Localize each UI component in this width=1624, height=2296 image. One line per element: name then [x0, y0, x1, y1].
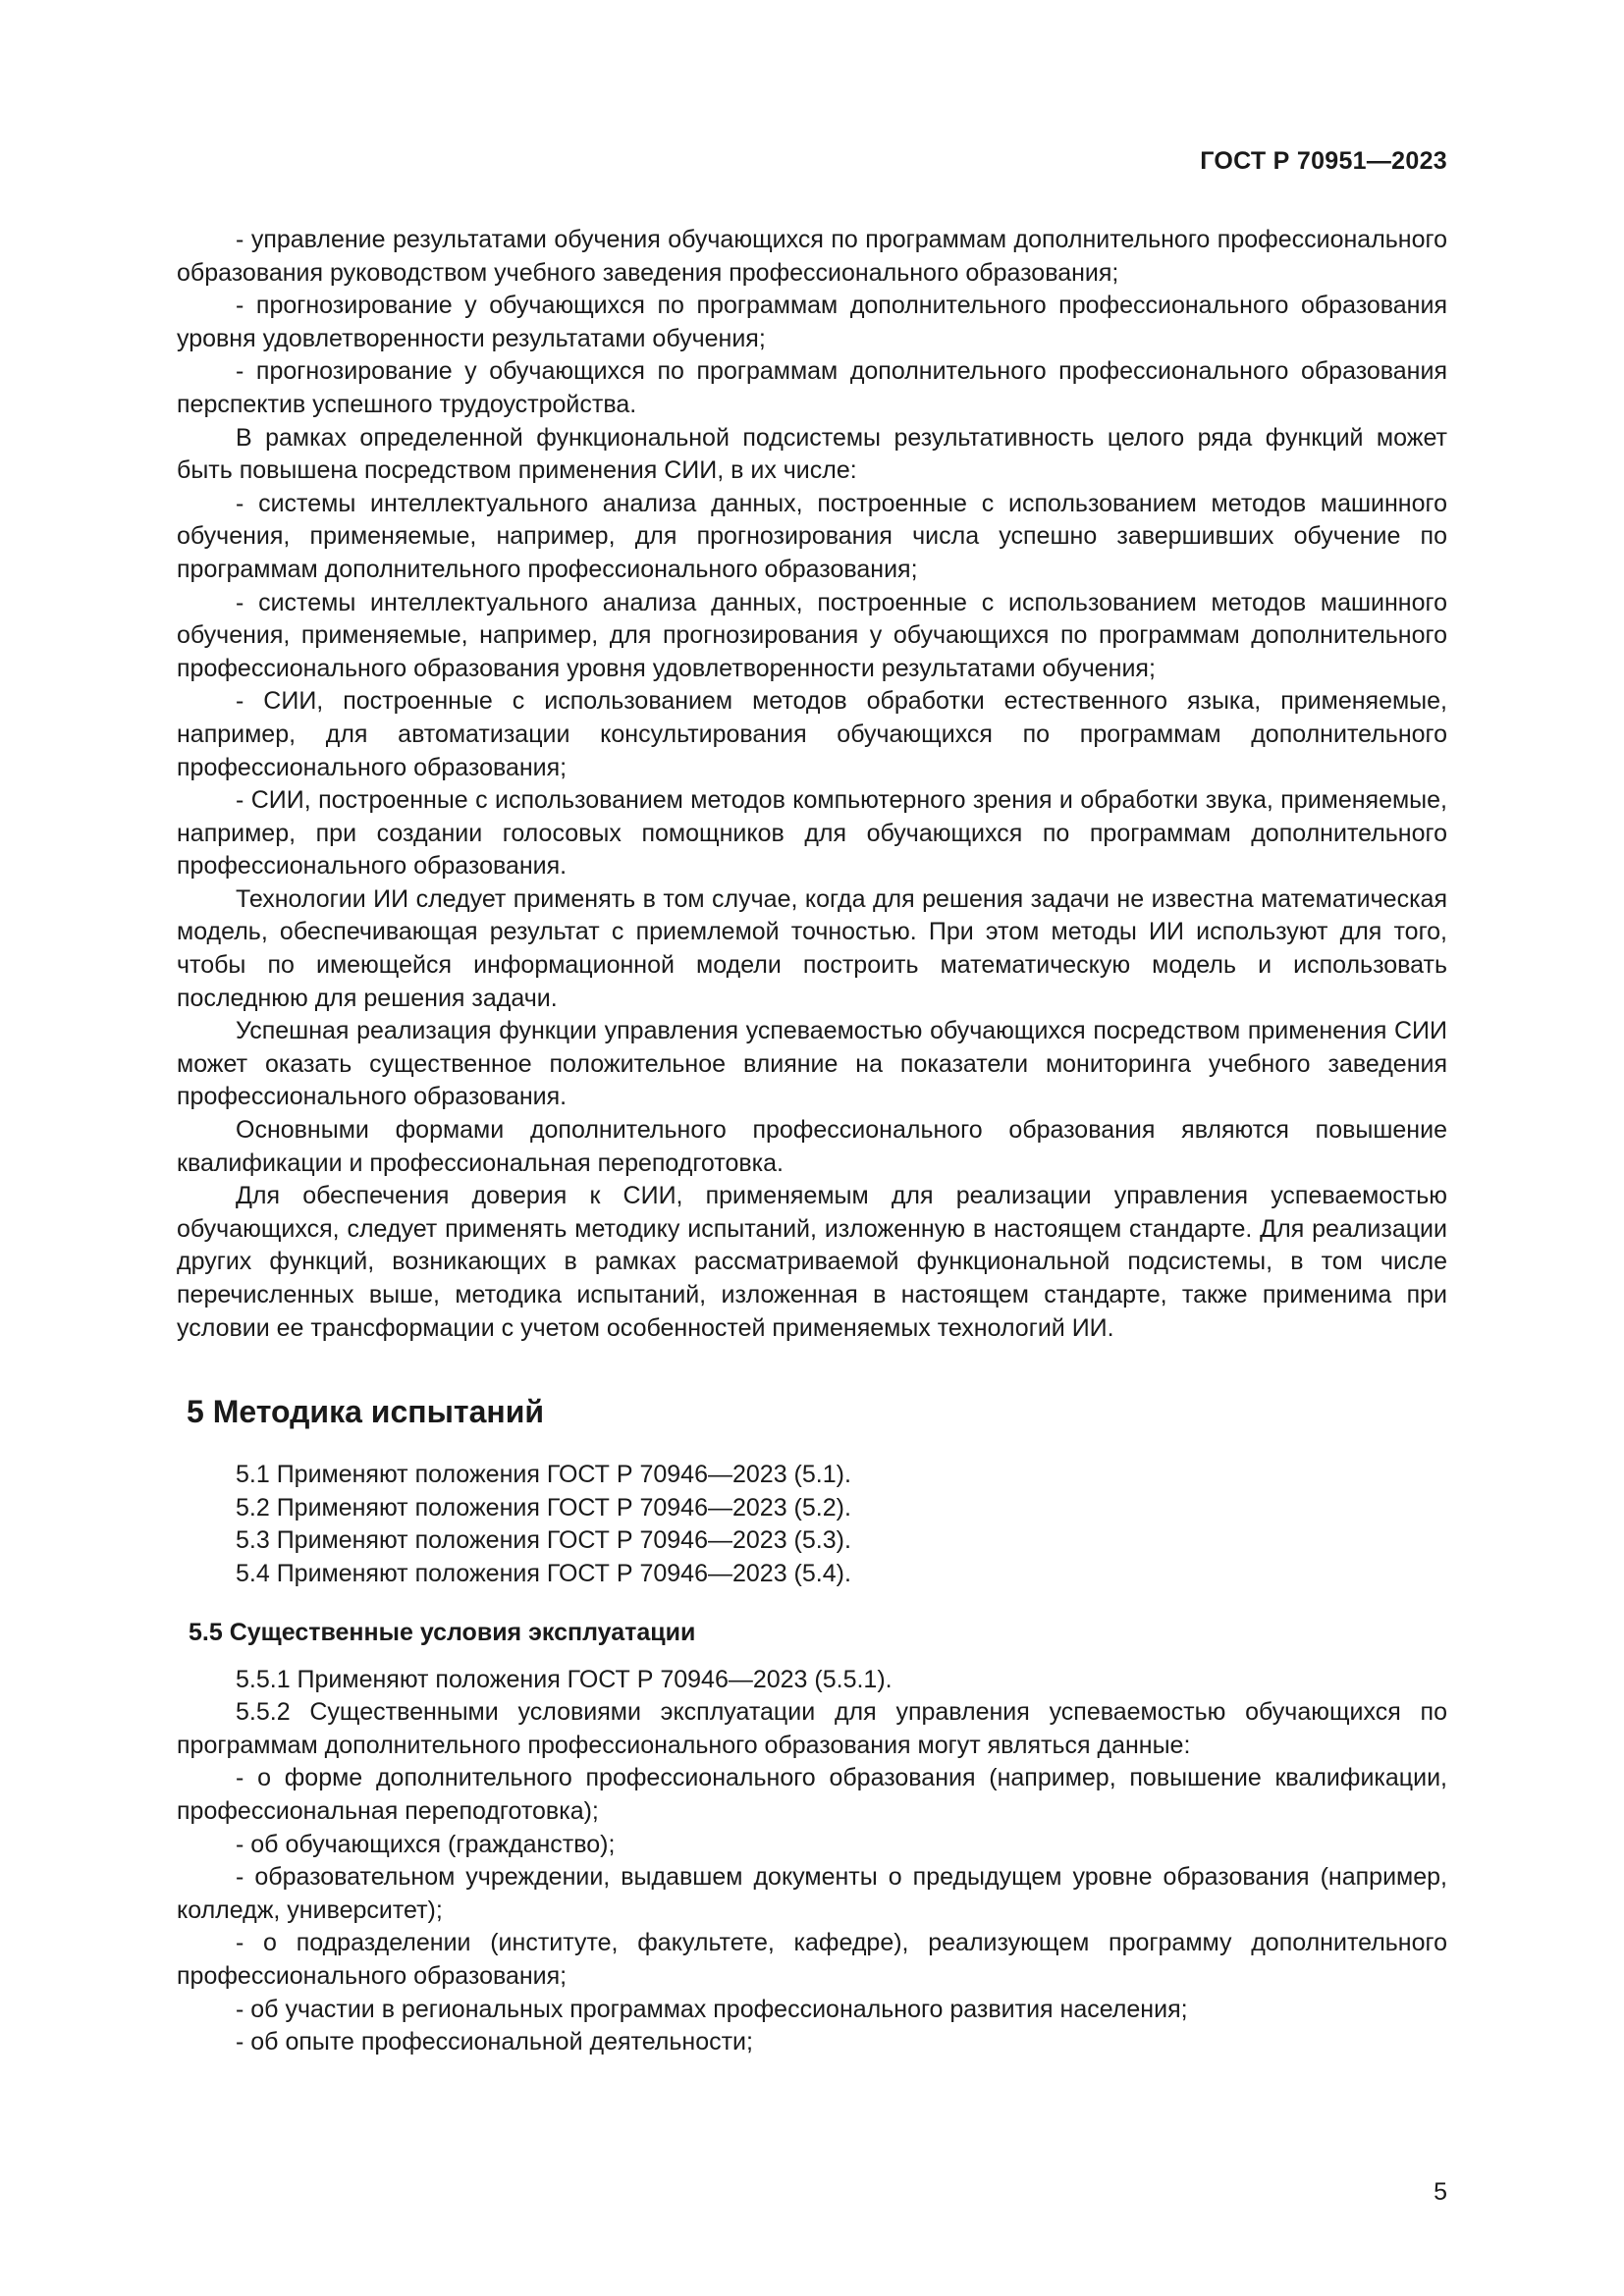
paragraph: - о форме дополнительного профессионального образования (например, повышение квалификации, профессиональная переподготовка); [177, 1764, 1447, 1825]
paragraph: - прогнозирование у обучающихся по программам дополнительного профессионального образования уровня удовлетворенности результатами обучения; [177, 292, 1447, 352]
section-item: 5.3 Применяют положения ГОСТ Р 70946—2023 (5.3). [236, 1526, 851, 1555]
paragraph: - прогнозирование у обучающихся по программам дополнительного профессионального образования перспектив успешного трудоустройства. [177, 357, 1447, 418]
paragraph: В рамках определенной функциональной подсистемы результативность целого ряда функций может быть повышена посредством применения СИИ, в их числе: [177, 423, 1447, 485]
paragraph: - СИИ, построенные с использованием методов компьютерного зрения и обработки звука, применяемые, например, при создании голосовых помощников для обучающихся по программам дополнительного профессионального образования. [177, 786, 1447, 881]
paragraph: - системы интеллектуального анализа данных, построенные с использованием методов машинного обучения, применяемые, например, для прогнозирования у обучающихся по программам дополнительного профессионального образования уровня удовлетворенности результатами обучения; [177, 588, 1447, 682]
paragraph: - об опыте профессиональной деятельности; [236, 2028, 753, 2056]
paragraph: - системы интеллектуального анализа данных, построенные с использованием методов машинного обучения, применяемые, например, для прогнозирования числа успешно завершивших обучение по программам дополнительного профессионального образования; [177, 489, 1447, 583]
paragraph: - о подразделении (институте, факультете, кафедре), реализующем программу дополнительного профессионального образования; [177, 1929, 1447, 1990]
section-item: 5.1 Применяют положения ГОСТ Р 70946—2023 (5.1). [236, 1461, 851, 1489]
document-code: ГОСТ Р 70951—2023 [1200, 147, 1447, 175]
paragraph: - образовательном учреждении, выдавшем документы о предыдущем уровне образования (например, колледж, университет); [177, 1863, 1447, 1924]
page-number: 5 [1434, 2178, 1447, 2206]
paragraph: - об обучающихся (гражданство); [236, 1830, 616, 1858]
document-body [177, 224, 1447, 2059]
paragraph: 5.5.2 Существенными условиями эксплуатации для управления успеваемостью обучающихся по программам дополнительного профессионального образования могут являться данные: [177, 1698, 1447, 1759]
paragraph: Успешная реализация функции управления успеваемостью обучающихся посредством применения СИИ может оказать существенное положительное влияние на показатели мониторинга учебного заведения профессионального образования. [177, 1017, 1447, 1111]
paragraph: - об участии в региональных программах профессионального развития населения; [236, 1995, 1188, 2023]
paragraph: - СИИ, построенные с использованием методов обработки естественного языка, применяемые, например, для автоматизации консультирования обучающихся по программам дополнительного профессионального образования; [177, 687, 1447, 781]
paragraph: Технологии ИИ следует применять в том случае, когда для решения задачи не известна математическая модель, обеспечивающая результат с приемлемой точностью. При этом методы ИИ используют для того, чтобы по имеющейся информационной модели построить математическую модель и использовать последнюю для решения задачи. [177, 884, 1447, 1012]
paragraph: Для обеспечения доверия к СИИ, применяемым для реализации управления успеваемостью обучающихся, следует применять методику испытаний, изложенную в настоящем стандарте. Для реализации других функций, возникающих в рамках рассматриваемой функциональной подсистемы, в том числе перечисленных выше, методика испытаний, изложенная в настоящем стандарте, также применима при условии ее трансформации с учетом особенностей применяемых технологий ИИ. [177, 1182, 1447, 1342]
paragraph: Основными формами дополнительного профессионального образования являются повышение квалификации и профессиональная переподготовка. [177, 1116, 1447, 1177]
section-item: 5.2 Применяют положения ГОСТ Р 70946—2023 (5.2). [236, 1493, 851, 1522]
paragraph: 5.5.1 Применяют положения ГОСТ Р 70946—2023 (5.5.1). [236, 1665, 893, 1693]
subsection-heading: 5.5 Существенные условия эксплуатации [189, 1618, 696, 1646]
section-heading: 5 Методика испытаний [187, 1394, 545, 1430]
section-item: 5.4 Применяют положения ГОСТ Р 70946—2023 (5.4). [236, 1559, 851, 1587]
paragraph: - управление результатами обучения обучающихся по программам дополнительного профессионального образования руководством учебного заведения профессионального образования; [177, 226, 1447, 287]
